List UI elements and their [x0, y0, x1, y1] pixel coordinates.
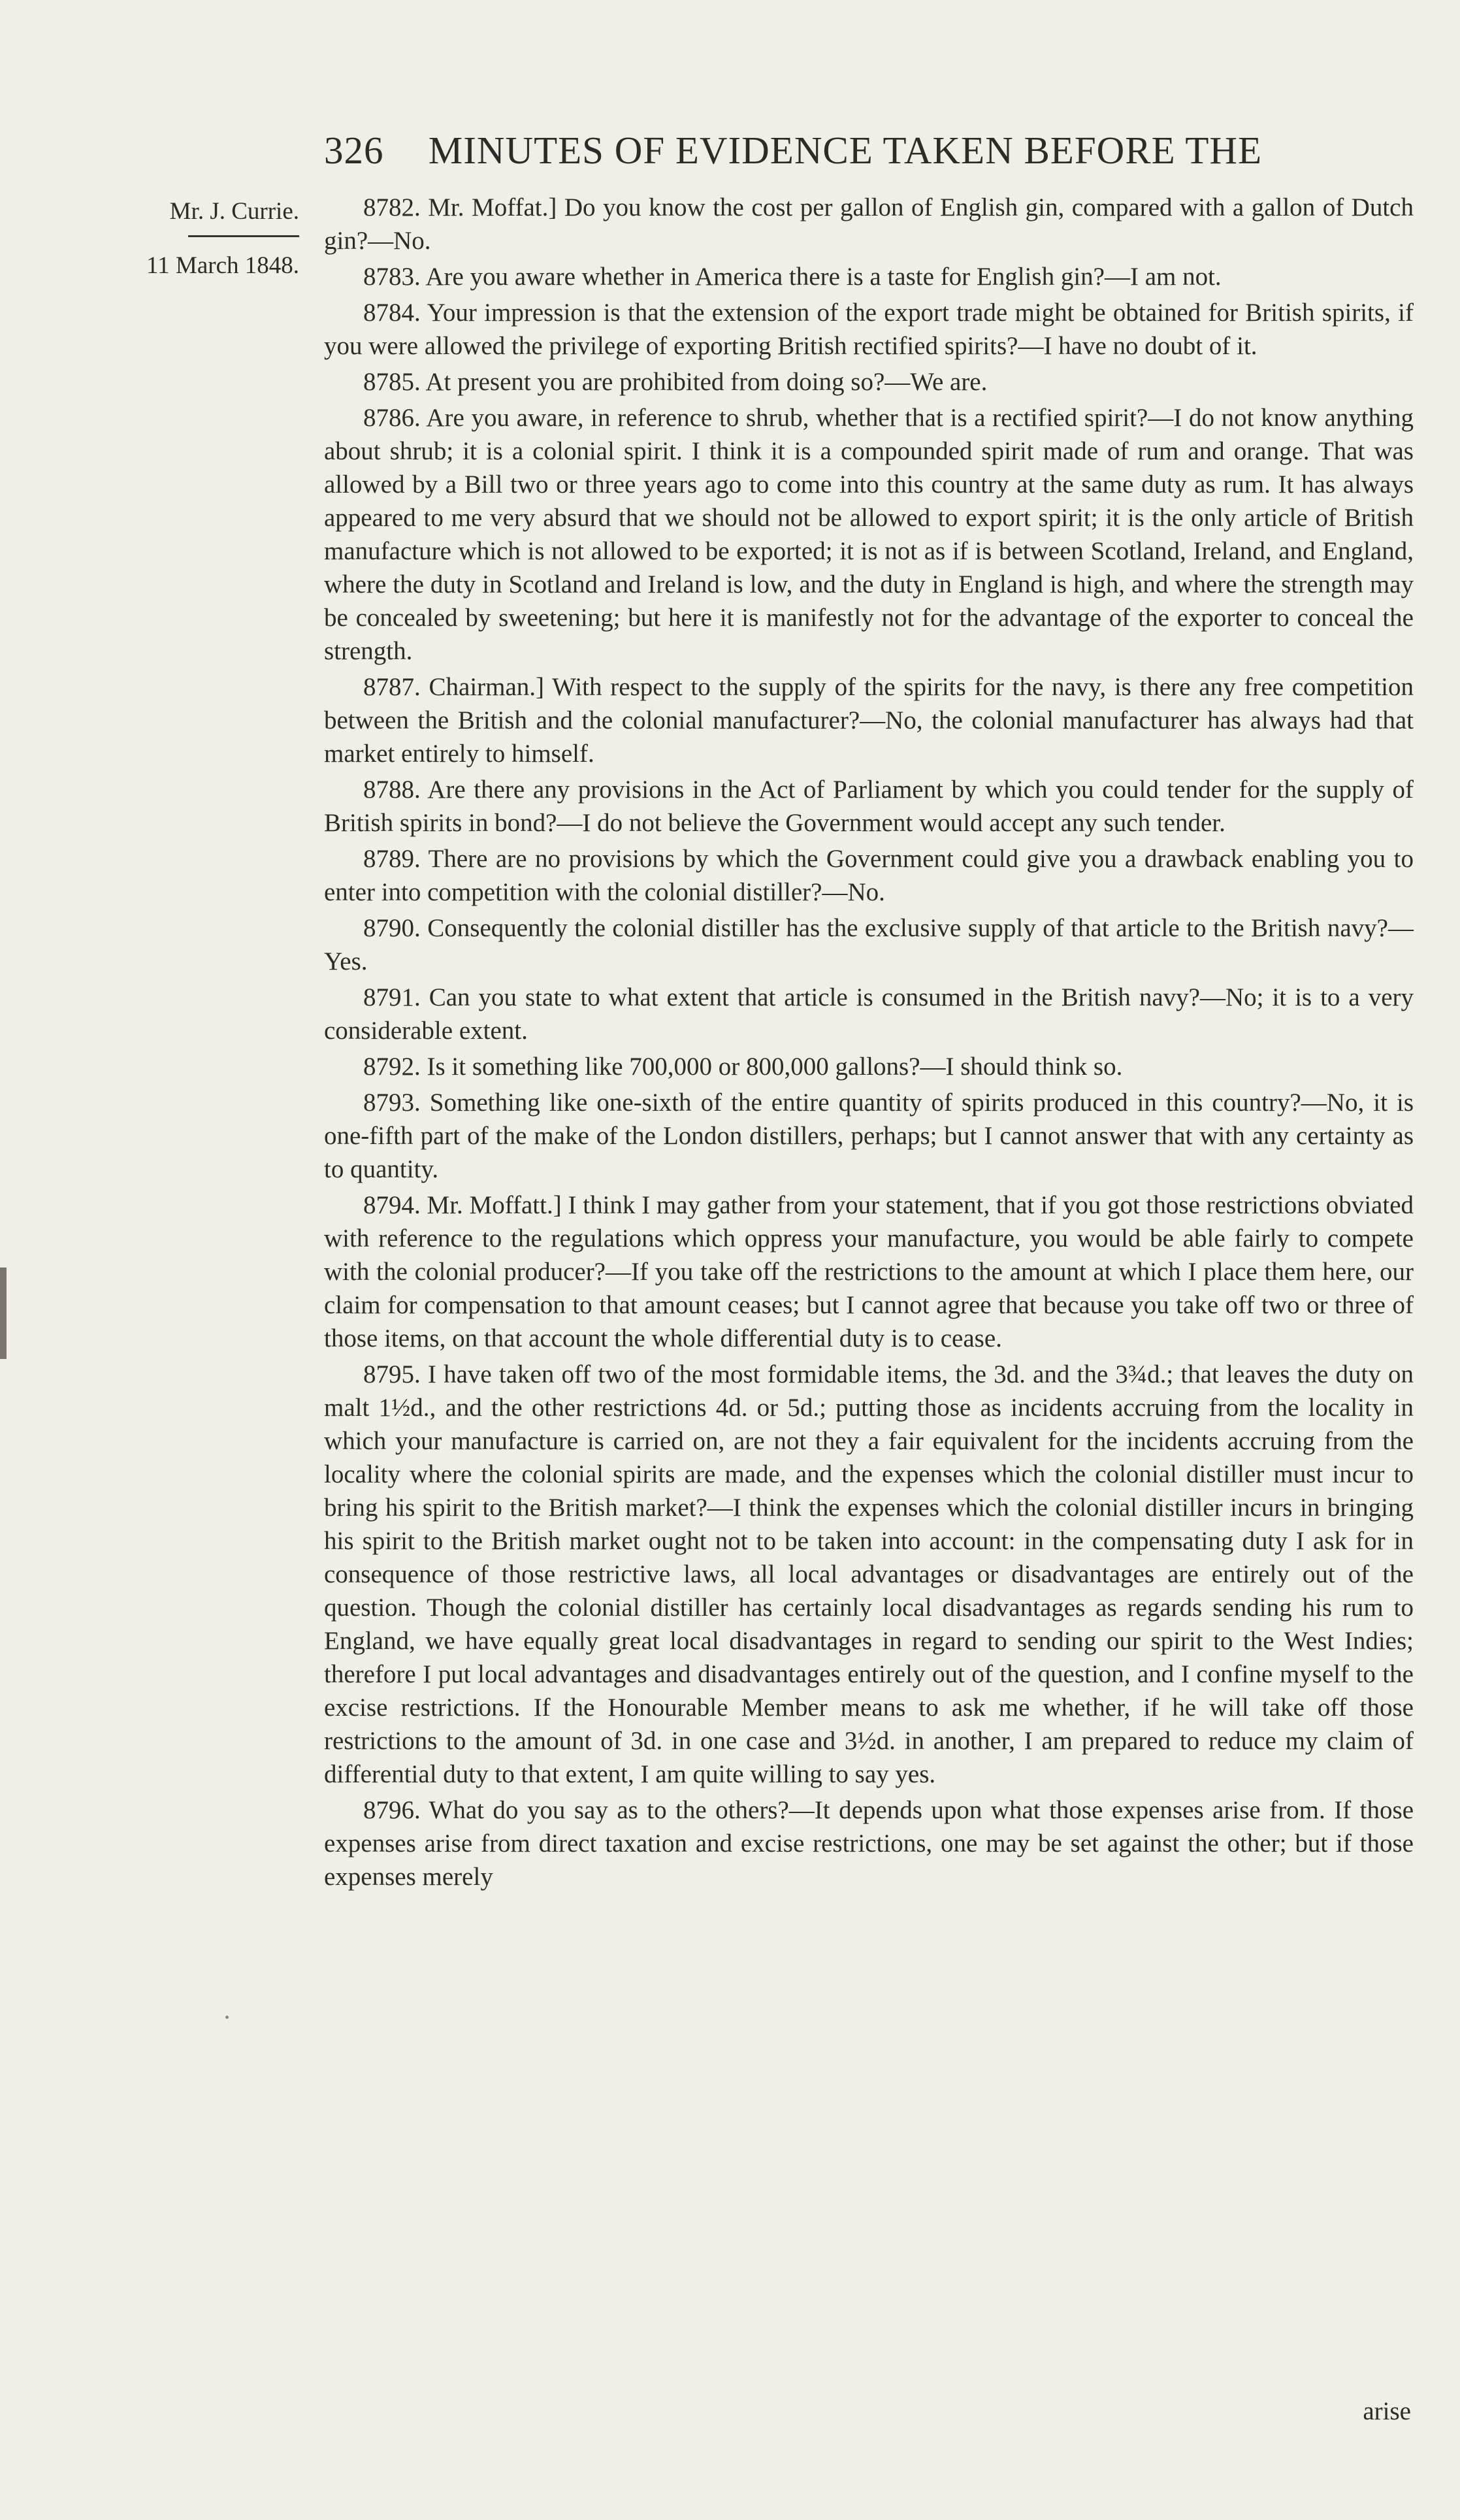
- question-8795: 8795. I have taken off two of the most formidable items, the 3d. and the 3¾d.; that leaves the duty on malt 1½d., and the other restrictions 4d. or 5d.; putting those as incidents accruing from the locality in which your manufacture is carried on, are not they a fair equivalent for the incidents accruing from the locality where the colonial spirits are made, and the expenses which the colonial distiller must incur to bring his spirit to the British market?—I think the expenses which the colonial distiller incurs in bringing his spirit to the British market ought not to be taken into account: in the compensating duty I ask for in consequence of those restrictive laws, all local advantages or disadvantages are entirely out of the question. Though the colonial distiller has certainly local disadvantages as regards sending his rum to England, we have equally great local disadvantages in regard to sending our spirit to the West Indies; therefore I put local advantages and disadvantages entirely out of the question, and I confine myself to the excise restrictions. If the Honourable Member means to ask me whether, if he will take off those restrictions to the amount of 3d. in one case and 3½d. in another, I am prepared to reduce my claim of differential duty to that extent, I am quite willing to say yes.: [324, 1360, 1414, 1788]
- running-header: [324, 124, 1460, 176]
- question-8788: 8788. Are there any provisions in the Act of Parliament by which you could tender for the supply of British spirits in bond?—I do not believe the Government would accept any such tender.: [324, 776, 1414, 837]
- margin-rule: [188, 235, 299, 237]
- question-8796: 8796. What do you say as to the others?—It depends upon what those expenses arise from. If those expenses arise from direct taxation and excise restrictions, one may be set against the other; but if those expenses merely: [324, 1796, 1414, 1891]
- question-8793: 8793. Something like one-sixth of the entire quantity of spirits produced in this country?—No, it is one-fifth part of the make of the London distillers, perhaps; but I cannot answer that with any certainty as to quantity.: [324, 1088, 1414, 1183]
- question-8791: 8791. Can you state to what extent that article is consumed in the British navy?—No; it is to a very considerable extent.: [324, 983, 1414, 1045]
- catchword: arise: [1363, 2397, 1411, 2425]
- question-8786: 8786. Are you aware, in reference to shrub, whether that is a rectified spirit?—I do not know anything about shrub; it is a colonial spirit. I think it is a compounded spirit made of rum and orange. That was allowed by a Bill two or three years ago to come into this country at the same duty as rum. It has always appeared to me very absurd that we should not be allowed to export spirit; it is the only article of British manufacture which is not allowed to be exported; it is not as if is between Scotland, Ireland, and England, where the duty in Scotland and Ireland is low, and the duty in England is high, and where the strength may be concealed by sweetening; but here it is manifestly not for the advantage of the exporter to conceal the strength.: [324, 404, 1414, 665]
- question-8785: 8785. At present you are prohibited from doing so?—We are.: [363, 368, 988, 396]
- ink-speck: [225, 2016, 229, 2019]
- question-8787: 8787. Chairman.] With respect to the supply of the spirits for the navy, is there any free competition between the British and the colonial manufacturer?—No, the colonial manufacturer has always had that market entirely to himself.: [324, 673, 1414, 768]
- question-8794: 8794. Mr. Moffatt.] I think I may gather from your statement, that if you got those restrictions obviated with reference to the regulations which oppress your manufacture, you would be able fairly to compete with the colonial producer?—If you take off the restrictions to the amount at which I place them here, our claim for compensation to that amount ceases; but I cannot agree that because you take off two or three of those items, on that account the whole differential duty is to cease.: [324, 1191, 1414, 1352]
- margin-date: 11 March 1848.: [146, 252, 299, 279]
- witness-name: Mr. J. Currie.: [169, 198, 299, 225]
- running-title: MINUTES OF EVIDENCE TAKEN BEFORE THE: [428, 129, 1263, 172]
- question-8784: 8784. Your impression is that the extension of the export trade might be obtained for British spirits, if you were allowed the privilege of exporting British rectified spirits?—I have no doubt of it.: [324, 299, 1414, 360]
- page-edge-mark: [0, 1268, 7, 1359]
- question-8790: 8790. Consequently the colonial distiller has the exclusive supply of that article to the British navy?—Yes.: [324, 914, 1414, 975]
- question-8783: 8783. Are you aware whether in America there is a taste for English gin?—I am not.: [363, 263, 1222, 291]
- question-8789: 8789. There are no provisions by which the Government could give you a drawback enabling you to enter into competition with the colonial distiller?—No.: [324, 845, 1414, 906]
- evidence-text: [324, 191, 1414, 1893]
- page-number: 326: [324, 129, 384, 172]
- margin-notes: [12, 196, 299, 282]
- question-8782: 8782. Mr. Moffat.] Do you know the cost per gallon of English gin, compared with a gallon of Dutch gin?—No.: [324, 193, 1414, 255]
- question-8792: 8792. Is it something like 700,000 or 800,000 gallons?—I should think so.: [363, 1053, 1123, 1081]
